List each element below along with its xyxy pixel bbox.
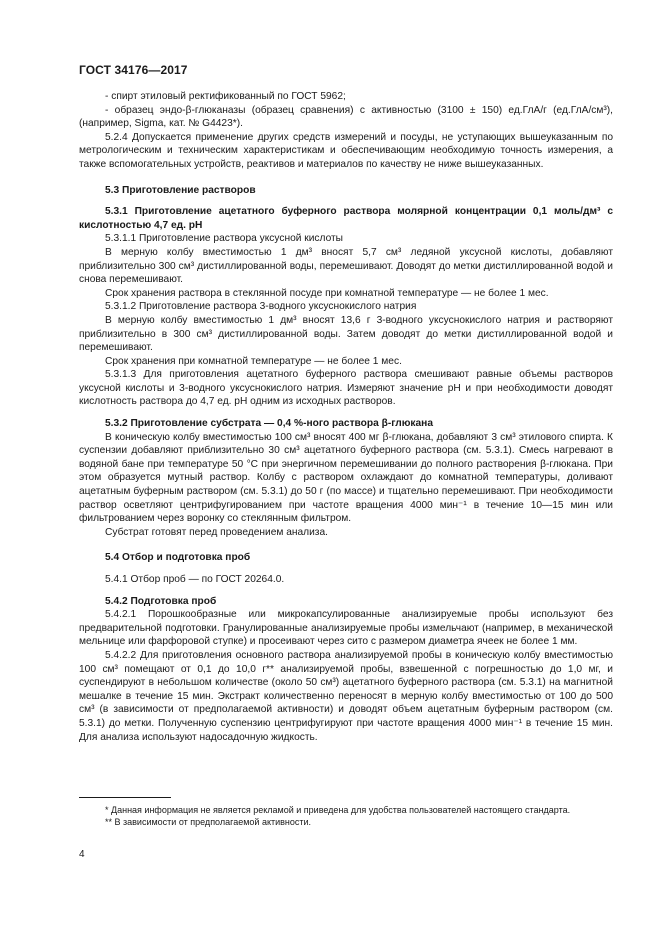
section-heading-5-4: 5.4 Отбор и подготовка проб: [105, 552, 251, 564]
subsection-heading-5-3-2: 5.3.2 Приготовление субстрата — 0,4 %-ного раствора β-глюкана: [105, 418, 433, 430]
page-number: 4: [79, 849, 85, 860]
paragraph-storage-1: Срок хранения раствора в стеклянной посуде при комнатной температуре — не более 1 мес.: [105, 287, 549, 299]
document-body: [79, 90, 613, 744]
paragraph-acetic-acid: В мерную колбу вместимостью 1 дм³ вносят 5,7 см³ ледяной уксусной кислоты, добавляют приблизительно 300 см³ дистиллированной воды, перемешивают. Доводят до метки дистиллированной водой и снова перемешивают.: [79, 246, 613, 286]
list-item-ethanol: - спирт этиловый ректификованный по ГОСТ 5962;: [105, 91, 346, 102]
subsection-heading-5-3-1: 5.3.1 Приготовление ацетатного буферного раствора молярной концентрации 0,1 моль/дм³ с кислотностью 4,7 ед. pH: [79, 206, 613, 231]
footnotes: [79, 797, 613, 829]
footnote-2: ** В зависимости от предполагаемой активности.: [105, 817, 312, 828]
list-item-reference-sample: - образец эндо-β-глюканазы (образец сравнения) с активностью (3100 ± 150) ед.ГлА/г (ед.ГлА/см³), (например, Sigma, кат. № G4423*).: [79, 104, 613, 130]
paragraph-substrate: В коническую колбу вместимостью 100 см³ вносят 400 мг β-глюкана, добавляют 3 см³ этилового спирта. К суспензии добавляют приблизительно 30 см³ ацетатного буферного раствора (см. 5.3.1). Смесь нагревают в водяной бане при температуре 50 °C при энергичном перемешивании до полного растворения β-глюкана. При этом образуется мутный раствор. Колбу с раствором охлаждают до комнатной температуры, доливают ацетатным буферным раствором (см. 5.3.1) до 50 г (по массе) и тщательно перемешивают. При необходимости раствор осветляют центрифугированием при частоте вращения 4000 мин⁻¹ в течение 10—15 мин или фильтрованием через воронку со стеклянным фильтром.: [79, 431, 613, 525]
clause-5-4-2-1: 5.4.2.1 Порошкообразные или микрокапсулированные анализируемые пробы используют без предварительной подготовки. Гранулированные анализируемые пробы измельчают (например, в механической мельнице или фарфоровой ступке) и просеивают через сито с размером диаметра ячеек не более 1 мм.: [79, 609, 613, 648]
paragraph-storage-2: Срок хранения при комнатной температуре — не более 1 мес.: [105, 355, 402, 367]
paragraph-sodium-acetate: В мерную колбу вместимостью 1 дм³ вносят 13,6 г 3-водного уксуснокислого натрия и растворяют приблизительно в 300 см³ дистиллированной воды. Затем доводят до метки дистиллированной водой и перемешивают.: [79, 314, 613, 354]
clause-heading-5-3-1-1: 5.3.1.1 Приготовление раствора уксусной кислоты: [105, 233, 344, 245]
standard-header: ГОСТ 34176—2017: [79, 63, 188, 77]
clause-5-4-1: 5.4.1 Отбор проб — по ГОСТ 20264.0.: [105, 574, 285, 585]
clause-heading-5-3-1-2: 5.3.1.2 Приготовление раствора 3-водного уксуснокислого натрия: [105, 301, 417, 313]
subsection-heading-5-4-2: 5.4.2 Подготовка проб: [105, 595, 217, 607]
footnote-divider: [79, 797, 171, 798]
clause-5-4-2-2: 5.4.2.2 Для приготовления основного раствора анализируемой пробы в коническую колбу вместимостью 100 см³ помещают от 0,1 до 10,0 г** анализируемой пробы, взвешенной с погрешностью до 1,0 мг, и суспендируют в небольшом количестве (около 50 см³) ацетатного буферного раствора (см. 5.3.1) на магнитной мешалке в течение 15 мин. Экстракт количественно переносят в мерную колбу вместимостью от 100 до 500 см³ (в зависимости от предполагаемой активности) и доводят объем ацетатным буферным раствором (см. 5.3.1) до метки. Полученную суспензию центрифугируют при частоте вращения 4000 мин⁻¹ в течение 15 мин. Для анализа используют надосадочную жидкость.: [79, 649, 613, 743]
clause-5-3-1-3: 5.3.1.3 Для приготовления ацетатного буферного раствора смешивают равные объемы растворов уксусной кислоты и 3-водного уксуснокислого натрия. Измеряют значение pH и при необходимости доводят кислотность раствора до 4,7 ед. pH одним из исходных растворов.: [79, 369, 613, 408]
footnote-1: * Данная информация не является рекламой и приведена для удобства пользователей настоящего стандарта.: [105, 805, 571, 815]
paragraph-substrate-prep: Субстрат готовят перед проведением анализа.: [105, 526, 328, 538]
section-heading-5-3: 5.3 Приготовление растворов: [105, 184, 256, 196]
clause-5-2-4: 5.2.4 Допускается применение других средств измерений и посуды, не уступающих вышеуказанным по метрологическим и техническим характеристикам и обеспечивающим необходимую точность измерения, а также вспомогательных устройств, реактивов и материалов по качеству не ниже вышеуказанных.: [79, 131, 613, 170]
